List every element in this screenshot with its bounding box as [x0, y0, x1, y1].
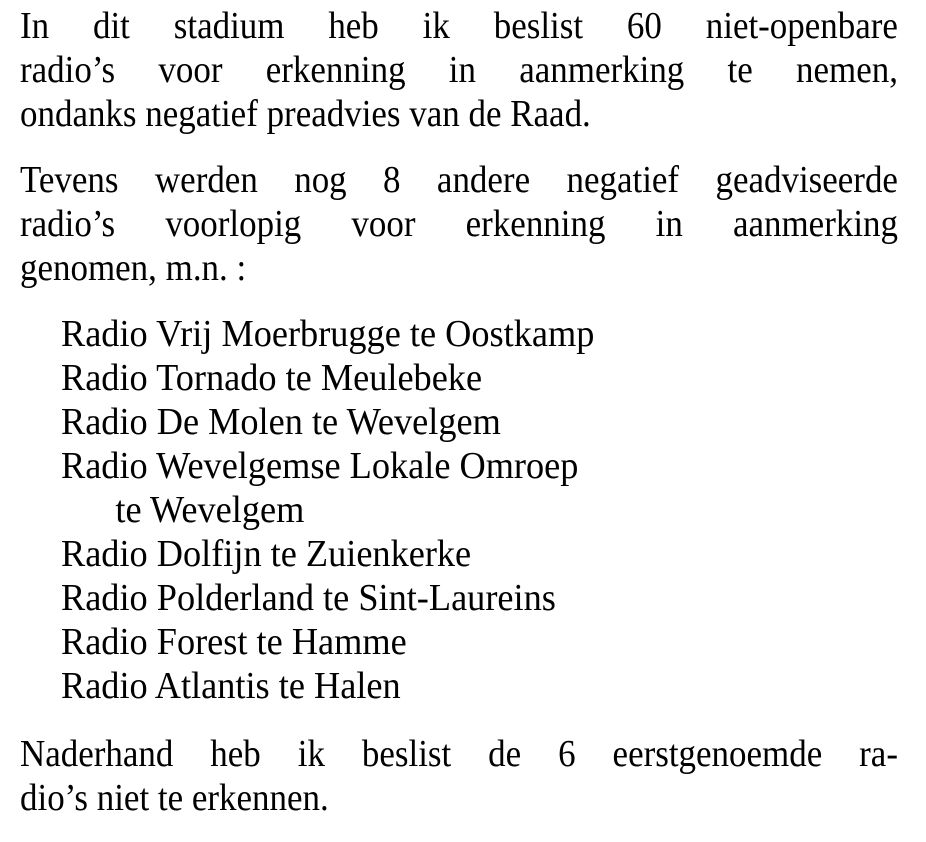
word: werden	[154, 159, 258, 201]
word: voorlopig	[165, 203, 302, 245]
text-line: genomen, m.n. :	[20, 247, 247, 289]
text-line: ondanks negatief preadvies van de Raad.	[20, 93, 591, 135]
word: niet-openbare	[705, 5, 898, 47]
word: 6	[558, 733, 576, 775]
word: Tevens	[20, 159, 119, 201]
radio-list	[20, 312, 898, 708]
word: radio’s	[20, 49, 116, 91]
word: Naderhand	[20, 733, 174, 775]
list-item: Radio Forest te Hamme	[61, 621, 407, 663]
word: geadviseerde	[715, 159, 898, 201]
paragraph-decision-60-radios	[20, 4, 898, 136]
word: 60	[626, 5, 662, 47]
text-line	[20, 48, 898, 92]
list-item: Radio Wevelgemse Lokale Omroep	[61, 445, 579, 487]
text-line	[20, 732, 898, 776]
word: In	[20, 5, 50, 47]
word: andere	[436, 159, 531, 201]
document-page	[20, 4, 898, 842]
word: erkenning	[465, 203, 606, 245]
word: nemen,	[796, 49, 898, 91]
text-line	[20, 158, 898, 202]
word: ra-	[859, 733, 898, 775]
word: 8	[383, 159, 401, 201]
word: voor	[351, 203, 416, 245]
text-line	[20, 202, 898, 246]
paragraph-final-decision	[20, 732, 898, 820]
word: beslist	[361, 733, 452, 775]
list-item: Radio Polderland te Sint-Laureins	[61, 577, 556, 619]
list-item: Radio Vrij Moerbrugge te Oostkamp	[61, 313, 595, 355]
list-item: Radio Dolfijn te Zuienkerke	[61, 533, 472, 575]
list-item: Radio Atlantis te Halen	[61, 665, 401, 707]
text-line: dio’s niet te erkennen.	[20, 777, 329, 819]
word: te	[727, 49, 753, 91]
word: eerstgenoemde	[612, 733, 823, 775]
word: ik	[297, 733, 325, 775]
word: in	[448, 49, 477, 91]
text-line	[20, 4, 898, 48]
word: heb	[210, 733, 261, 775]
word: nog	[294, 159, 347, 201]
word: aanmerking	[519, 49, 685, 91]
word: beslist	[493, 5, 584, 47]
word: radio’s	[20, 203, 116, 245]
word: heb	[328, 5, 379, 47]
list-item-continuation: te Wevelgem	[115, 489, 305, 531]
word: dit	[92, 5, 130, 47]
word: erkenning	[265, 49, 406, 91]
word: stadium	[173, 5, 285, 47]
list-item: Radio Tornado te Meulebeke	[61, 357, 483, 399]
paragraph-8-other-radios	[20, 158, 898, 290]
word: negatief	[566, 159, 680, 201]
word: de	[488, 733, 522, 775]
list-item: Radio De Molen te Wevelgem	[61, 401, 501, 443]
word: ik	[422, 5, 450, 47]
word: voor	[158, 49, 223, 91]
word: aanmerking	[732, 203, 898, 245]
word: in	[655, 203, 683, 245]
